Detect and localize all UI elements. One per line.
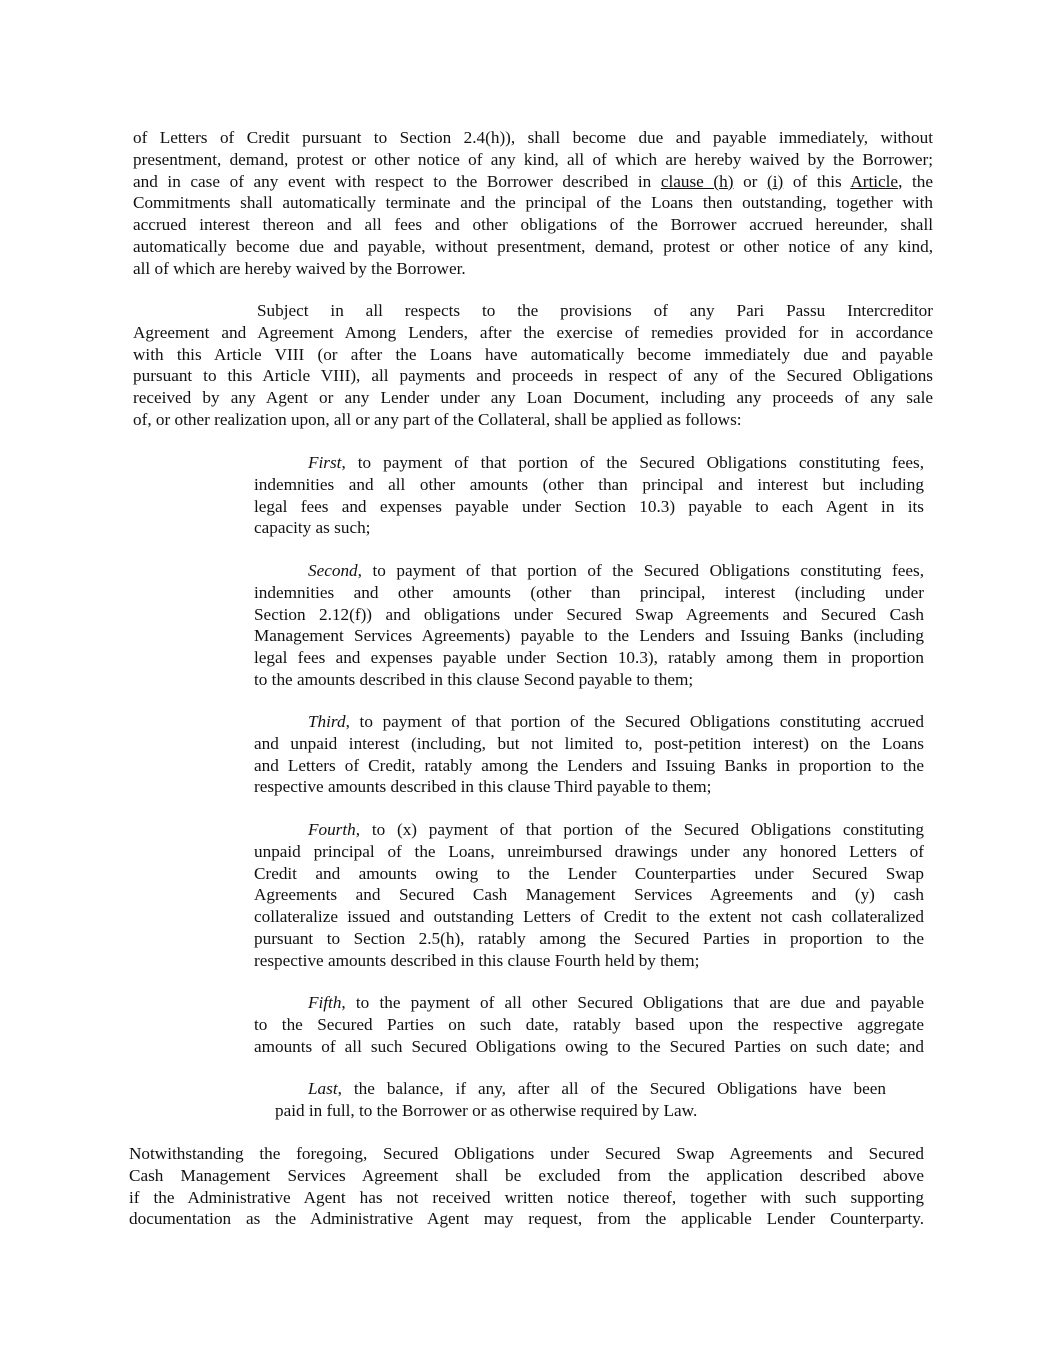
text-line: paid in full, to the Borrower or as otherwise required by Law. xyxy=(275,1100,698,1120)
text-line: legal fees and expenses payable under Section 10.3), ratably among them in proportion xyxy=(254,648,924,668)
clause-label: Fifth xyxy=(308,993,342,1012)
clause-i-reference: (i) xyxy=(767,171,784,191)
text-run: , to payment of that portion of the Secured Obligations constituting fees, xyxy=(357,561,924,580)
text-line: presentment, demand, protest or other notice of any kind, all of which are hereby waived by the Borrower; xyxy=(133,149,933,169)
text-line: of Letters of Credit pursuant to Section 2.4(h)), shall become due and payable immediately, without xyxy=(133,128,933,147)
text-run: , to payment of that portion of the Secured Obligations constituting accrued xyxy=(345,712,924,731)
clause-second xyxy=(254,560,924,691)
text-line: Credit and amounts owing to the Lender Counterparties under Secured Swap xyxy=(254,863,924,883)
text-line: amounts of all such Secured Obligations owing to the Secured Parties on such date; and xyxy=(254,1036,924,1056)
clause-label: Fourth xyxy=(308,820,356,839)
paragraph-acceleration xyxy=(133,127,933,280)
text-line: respective amounts described in this clause Fourth held by them; xyxy=(254,950,700,970)
text-line xyxy=(254,819,924,841)
text-run: and in case of any event with respect to the Borrower described in xyxy=(133,171,661,191)
clause-first xyxy=(254,452,924,539)
text-line: Cash Management Services Agreement shall be excluded from the application described above xyxy=(129,1165,924,1185)
text-run: , to payment of that portion of the Secured Obligations constituting fees, xyxy=(341,453,924,472)
text-line: legal fees and expenses payable under Section 10.3) payable to each Agent in its xyxy=(254,496,924,516)
text-line: and Letters of Credit, ratably among the Lenders and Issuing Banks in proportion to the xyxy=(254,755,924,775)
text-line: Subject in all respects to the provisions of any Pari Passu Intercreditor xyxy=(257,301,933,320)
text-line xyxy=(254,560,924,582)
text-line: Management Services Agreements) payable to the Lenders and Issuing Banks (including xyxy=(254,626,924,646)
text-line: collateralize issued and outstanding Letters of Credit to the extent not cash collateralized xyxy=(254,907,924,927)
text-line: and unpaid interest (including, but not limited to, post-petition interest) on the Loans xyxy=(254,733,924,753)
text-line: Agreement and Agreement Among Lenders, after the exercise of remedies provided for in accordance xyxy=(133,322,933,342)
text-line: Commitments shall automatically terminate and the principal of the Loans then outstanding, together with xyxy=(133,193,933,213)
clause-label: First xyxy=(308,453,342,472)
text-run: , to (x) payment of that portion of the Secured Obligations constituting xyxy=(355,820,924,839)
clause-label: Third xyxy=(308,712,346,731)
text-line: Notwithstanding the foregoing, Secured Obligations under Secured Swap Agreements and Secured xyxy=(129,1144,924,1163)
text-line: accrued interest thereon and all fees and other obligations of the Borrower accrued hereunder, shall xyxy=(133,215,933,235)
text-line: capacity as such; xyxy=(254,518,371,538)
text-line: automatically become due and payable, without presentment, demand, protest or other notice of any kind, xyxy=(133,236,933,256)
text-line: indemnities and other amounts (other than principal, interest (including under xyxy=(254,582,924,602)
article-reference: Article xyxy=(850,171,899,191)
text-line: if the Administrative Agent has not received written notice thereof, together with such supporting xyxy=(129,1187,924,1207)
text-line xyxy=(254,711,924,733)
text-line xyxy=(133,171,933,193)
text-line: unpaid principal of the Loans, unreimbursed drawings under any honored Letters of xyxy=(254,841,924,861)
paragraph-notwithstanding xyxy=(129,1143,924,1230)
clause-label: Second xyxy=(308,561,358,580)
text-line: with this Article VIII (or after the Loans have automatically become immediately due and payable xyxy=(133,344,933,364)
text-run: , to the payment of all other Secured Obligations that are due and payable xyxy=(341,993,924,1012)
text-line: respective amounts described in this clause Third payable to them; xyxy=(254,777,712,797)
text-line xyxy=(275,1078,886,1100)
text-run: of this xyxy=(783,171,851,191)
text-line: to the amounts described in this clause Second payable to them; xyxy=(254,669,694,689)
clause-fourth xyxy=(254,819,924,972)
text-line: of, or other realization upon, all or any part of the Collateral, shall be applied as follows: xyxy=(133,409,742,429)
text-line: indemnities and all other amounts (other than principal and interest but including xyxy=(254,474,924,494)
paragraph-application-of-proceeds xyxy=(133,300,933,431)
clause-fifth xyxy=(254,992,924,1057)
text-line xyxy=(254,452,924,474)
text-line xyxy=(254,992,924,1014)
clause-last xyxy=(275,1078,886,1122)
text-line: pursuant to this Article VIII), all payments and proceeds in respect of any of the Secured Obligations xyxy=(133,366,933,386)
text-line: pursuant to Section 2.5(h), ratably among the Secured Parties in proportion to the xyxy=(254,928,924,948)
text-run: , the balance, if any, after all of the Secured Obligations have been xyxy=(337,1079,886,1098)
text-run: or xyxy=(733,171,768,191)
clause-h-reference: clause (h) xyxy=(660,171,734,191)
text-line: Section 2.12(f)) and obligations under Secured Swap Agreements and Secured Cash xyxy=(254,604,924,624)
text-line: to the Secured Parties on such date, ratably based upon the respective aggregate xyxy=(254,1014,924,1034)
text-line: all of which are hereby waived by the Borrower. xyxy=(133,258,466,278)
text-line: documentation as the Administrative Agent may request, from the applicable Lender Counterparty. xyxy=(129,1209,924,1229)
clause-third xyxy=(254,711,924,798)
text-line: Agreements and Secured Cash Management Services Agreements and (y) cash xyxy=(254,885,924,905)
clause-label: Last xyxy=(308,1079,338,1098)
text-run: , the xyxy=(898,171,933,191)
text-line: received by any Agent or any Lender under any Loan Document, including any proceeds of any sale xyxy=(133,388,933,408)
